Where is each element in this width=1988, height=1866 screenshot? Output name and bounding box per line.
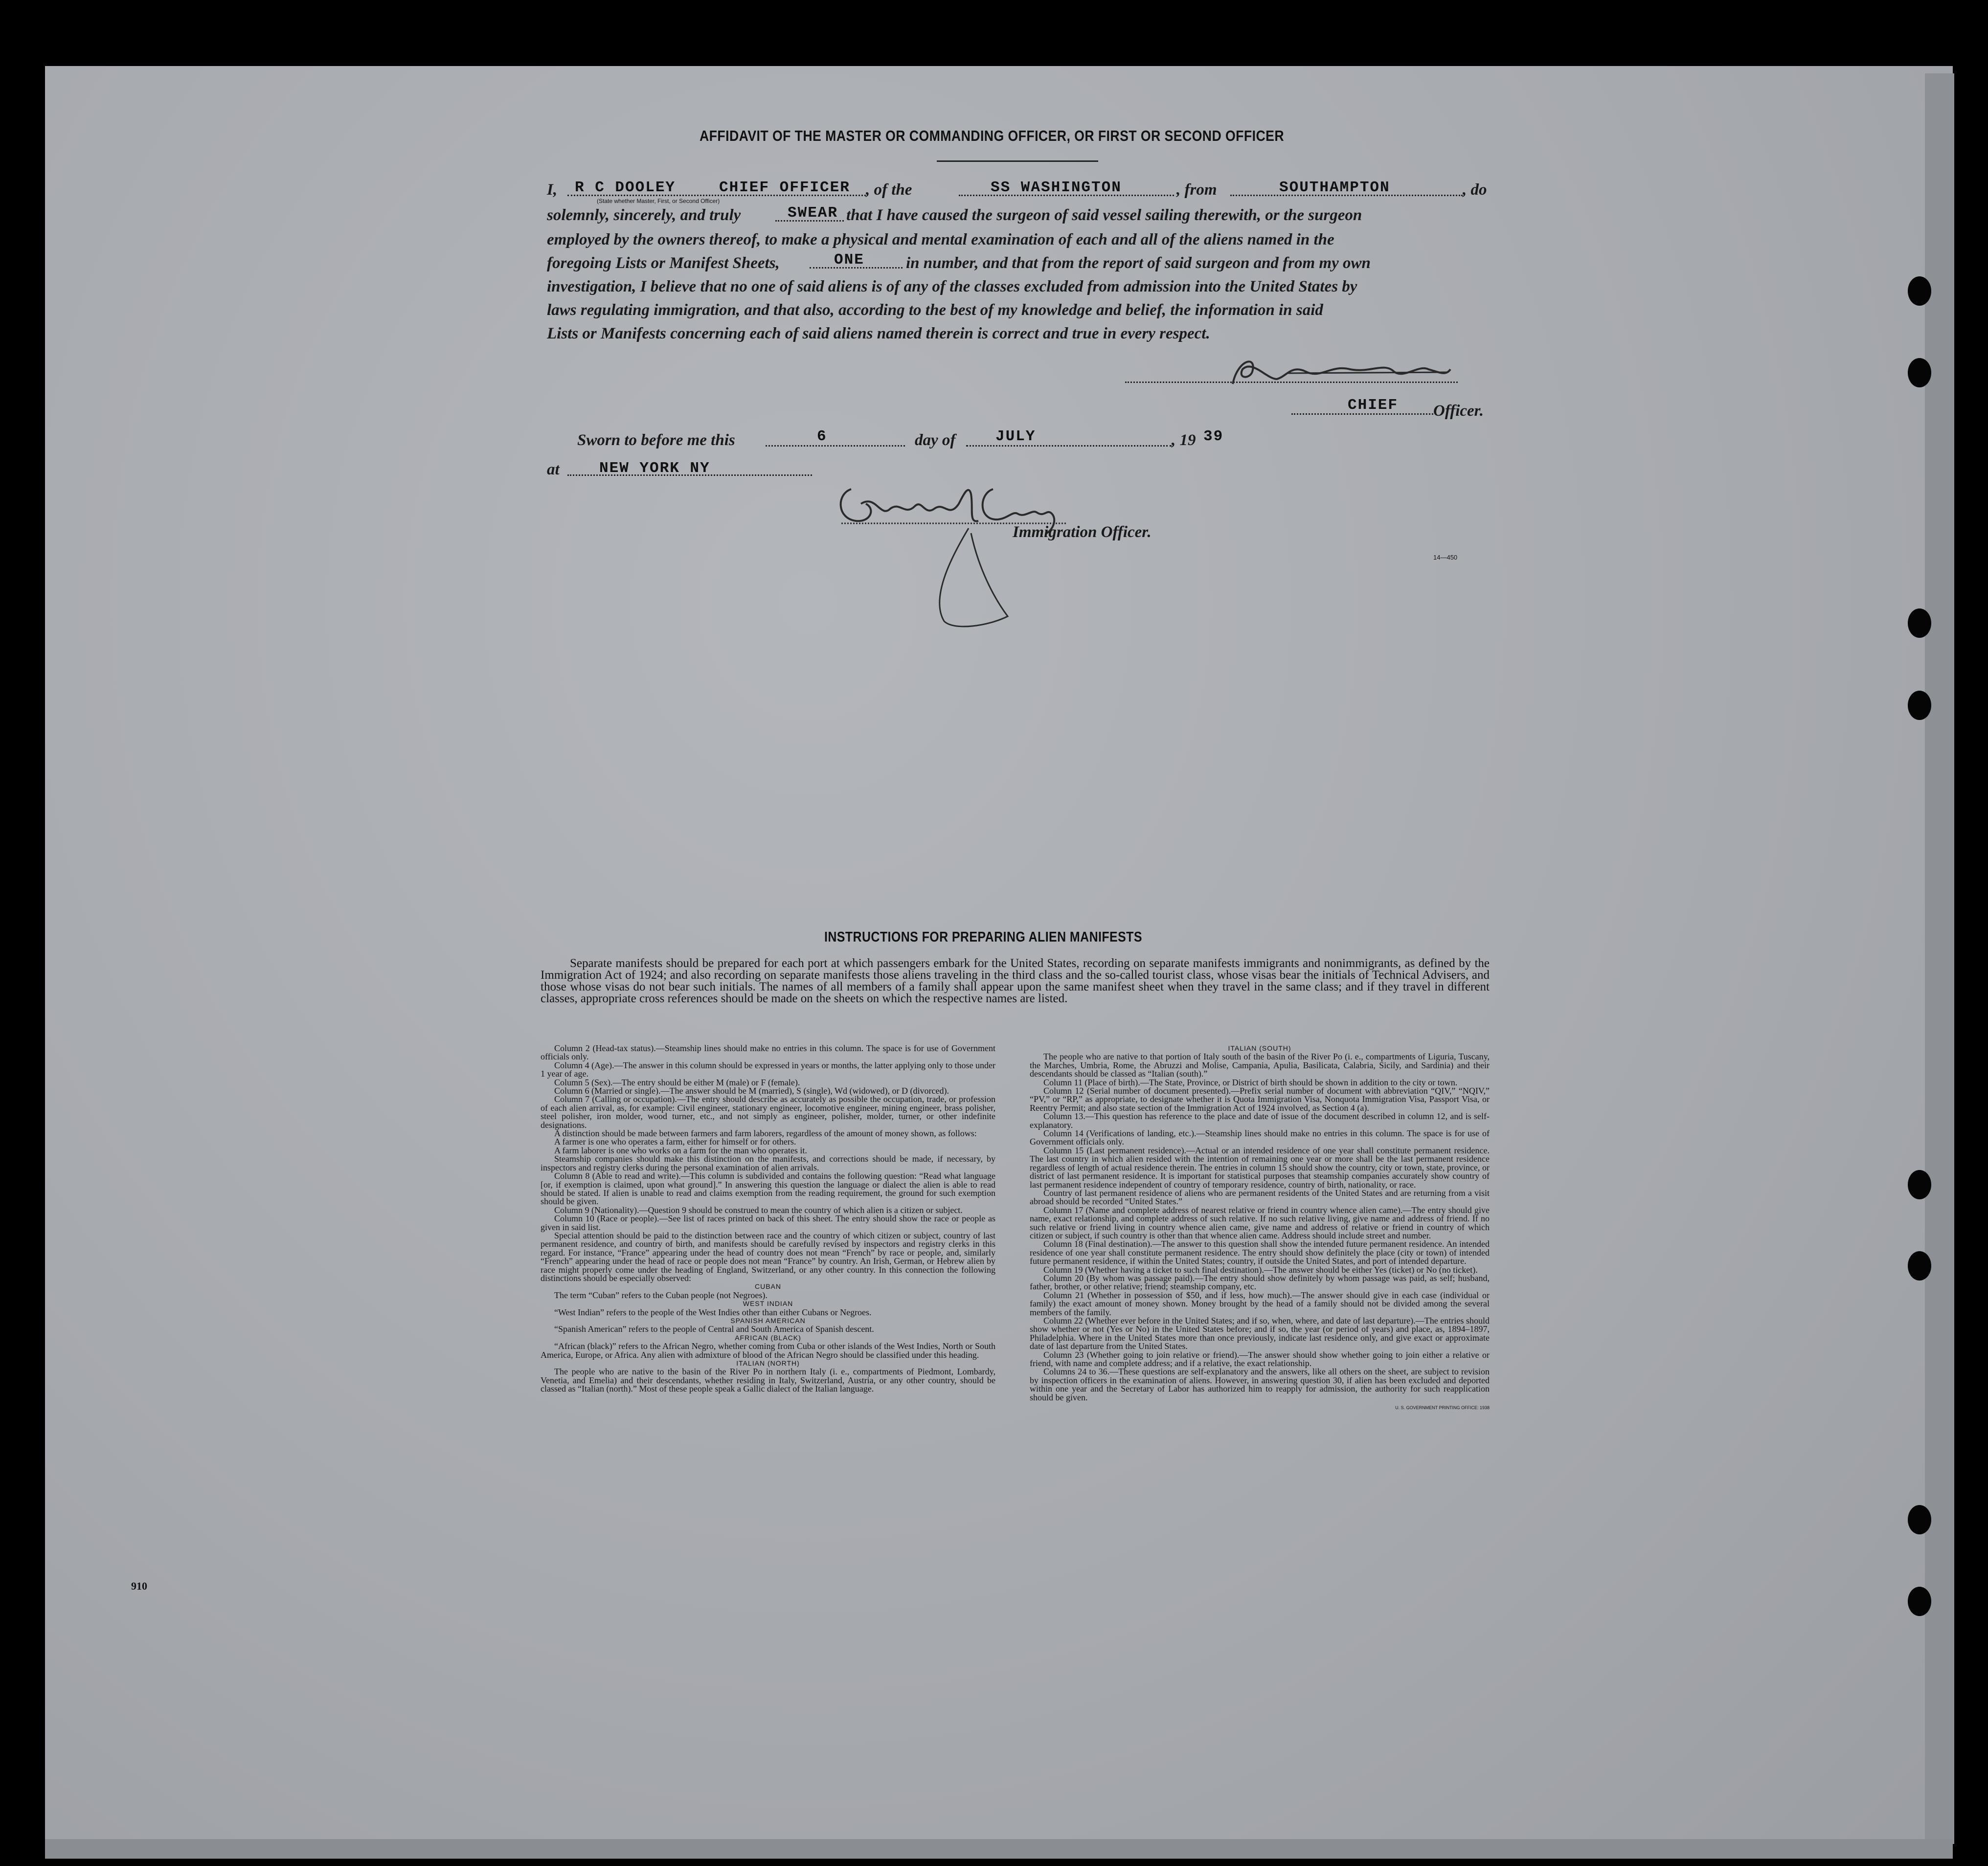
instructions-right-column [1030,1044,1490,1412]
port-line [1230,195,1463,196]
affidavit-line6: laws regulating immigration, and that also, according to the best of my knowledge and belief, the information in said [547,301,1323,319]
left-paragraph: Column 6 (Married or single).—The answer should be M (married), S (single), Wd (widowed), or D (divorced). [554,1086,949,1096]
left-paragraph: Column 8 (Able to read and write).—This column is subdivided and contains the following question: “Read what language [or, if exemption is claimed, upon what ground].” In answering this question the language or dialect the alien is able to read should be stated. If alien is unable to read and claims exemption from the reading requirement, the ground for such exemption should be given. [541,1171,995,1207]
officer-name-field: R C DOOLEY [575,179,676,196]
page-edge-right [1925,73,1954,1844]
italian-south-heading: ITALIAN (SOUTH) [1228,1044,1291,1052]
form-number: 14—450 [1433,554,1458,561]
right-paragraph: Column 17 (Name and complete address of nearest relative or friend in country whence alien came).—The entry should give name, exact relationship, and complete address of such relative. If no such relative living, give name and address of friend. If no such relative or friend living in country whence alien came, give name and address of relative or friend in country of which citizen or subject, if such country is other than that whence alien came. Address should include street and number. [1030,1205,1490,1240]
printer-imprint: U. S. GOVERNMENT PRINTING OFFICE: 1938 [1395,1405,1490,1411]
left-paragraph: Column 4 (Age).—The answer in this column should be expressed in years or months, the latter applying only to those under 1 year of age. [541,1060,995,1079]
punch-hole-8 [1908,1587,1931,1616]
left-paragraph: Column 5 (Sex).—The entry should be either M (male) or F (female). [554,1077,800,1087]
left-paragraph: Steamship companies should make this distinction on the manifests, and corrections should be made, if necessary, by inspectors and registry clerks during the personal examination of alien arrivals. [541,1154,995,1172]
from-label: , from [1176,181,1217,199]
sworn-label: Sworn to before me this [577,431,735,449]
right-paragraph: Column 15 (Last permanent residence).—Actual or an intended residence of one year shall constitute permanent residence. The last country in which alien resided with the intention of remaining one year or more shall be the last permanent residence regardless of length of actual residence therein. The entries in column 15 should show the country, city or town, state, province, or district of last permanent residence. It is important for statistical purposes that steamship companies accurately show country of last permanent residence independent of country of temporary residence, country of birth, nationality, or race. [1030,1145,1490,1190]
affidavit-line3: employed by the owners thereof, to make a physical and mental examination of each and all of the aliens named in the [547,231,1334,248]
affidavit-line2b: that I have caused the surgeon of said vessel sailing therewith, or the surgeon [846,206,1362,224]
right-paragraph: Column 20 (By whom was passage paid).—The entry should show definitely by whom passage was paid, as self; husband, father, brother, or other relative; friend; steamship company, etc. [1030,1273,1490,1292]
italian-north-heading: ITALIAN (NORTH) [736,1359,800,1368]
punch-hole-7 [1908,1505,1931,1534]
right-paragraph: Column 22 (Whether ever before in the United States; and if so, when, where, and date of last departure).—The entries should show whether or not (Yes or No) in the United States before; and if so, the year (or period of years) and place, as, 1894–1897, Philadelphia. Where in the United States more than once previously, indicate last residence only, and give exact or approximate date of last departure from the United States. [1030,1316,1490,1351]
sworn-month-field: JULY [995,428,1036,445]
cuban-heading: CUBAN [754,1282,781,1291]
punch-hole-1 [1908,276,1931,306]
west-indian-heading: WEST INDIAN [743,1300,793,1308]
instructions-intro: Separate manifests should be prepared for each port at which passengers embark for the United States, recording on separate manifests immigrants and nonimmigrants, as defined by the Immigration Act of 1924; and also recording on separate manifests those aliens traveling in the third class and the so-called tourist class, whose visas bear the initials of Technical Advisers, and those whose visas do not bear such initials. The names of all members of a family shall appear upon the same manifest sheet when they travel in the same class; and if they travel in different classes, appropriate cross references should be made on the sheets on which the respective names are listed. [541,957,1490,1005]
left-paragraph: Column 7 (Calling or occupation).—The entry should describe as accurately as possible the occupation, trade, or profession of each alien arrival, as, for example: Civil engineer, stationary engineer, locomotive engineer, mining engineer, brass polisher, steel polisher, iron molder, wood turner, etc., and not simply as engineer, polisher, molder, turner, or other indefinite designations. [541,1094,995,1130]
left-paragraph: Column 9 (Nationality).—Question 9 should be construed to mean the country of which alien is a citizen or subject. [554,1205,963,1215]
african-text: “African (black)” refers to the African Negro, whether coming from Cuba or other islands of the West Indies, North or South America, Europe, or Africa. Any alien with admixture of blood of the African Negro should be classified under this heading. [541,1341,995,1360]
at-label: at [547,461,560,478]
spanish-american-heading: SPANISH AMERICAN [730,1317,806,1325]
sworn-year-field: 39 [1203,428,1224,445]
title-underline [937,160,1098,162]
left-paragraph: A farm laborer is one who works on a farm for the man who operates it. [554,1145,807,1155]
sworn-place-field: NEW YORK NY [599,460,710,477]
affidavit-line4a: foregoing Lists or Manifest Sheets, [547,254,780,272]
margin-mark: 910 [131,1580,147,1592]
count-line [810,267,903,269]
immigration-officer-signature [832,474,1066,636]
cuban-text: The term “Cuban” refers to the Cuban people (not Negroes). [554,1290,768,1300]
right-paragraph: Column 11 (Place of birth).—The State, Province, or District of birth should be shown in addition to the city or town. [1043,1077,1458,1087]
place-line [567,474,812,476]
departure-port-field: SOUTHAMPTON [1279,179,1390,196]
affidavit-line5: investigation, I believe that no one of said aliens is of any of the classes excluded from admission into the United States by [547,278,1357,295]
oath-line [775,220,844,222]
right-paragraph: Column 14 (Verifications of landing, etc.).—Steamship lines should make no entries in this column. The space is for use of Government officials only. [1030,1128,1490,1147]
immigration-officer-label: Immigration Officer. [1013,523,1152,541]
sworn-day-field: 6 [817,428,827,445]
italian-south-text: The people who are native to that portion of Italy south of the basin of the River Po (i. e., compartments of Liguria, Tuscany, the Marches, Umbria, Rome, the Abruzzi and Molise, Campania, Apulia, Basilicata, Calabria, Sicily, and Sardinia) and their descendants should be classed as “Italian (south).” [1030,1052,1490,1079]
name-rank-line [567,195,866,196]
officer-label: Officer. [1433,402,1484,420]
spanish-american-text: “Spanish American” refers to the people of Central and South America of Spanish descent. [554,1324,874,1334]
sheet-count-field: ONE [834,251,864,269]
do-label: , do [1463,181,1487,199]
year-prefix: , 19 [1172,431,1196,449]
punch-hole-5 [1908,1170,1931,1199]
right-paragraph: Column 19 (Whether having a ticket to such final destination).—The answer should be either Yes (ticket) or No (no ticket). [1043,1264,1478,1275]
instructions-left-column [541,1044,995,1394]
right-paragraph: Column 13.—This question has reference to the place and date of issue of the document described in column 12, and is self-explanatory. [1030,1111,1490,1130]
affidavit-line4b: in number, and that from the report of said surgeon and from my own [906,254,1371,272]
west-indian-text: “West Indian” refers to the people of the West Indies other than either Cubans or Negroes. [554,1307,872,1317]
right-paragraph: Country of last permanent residence of aliens who are permanent residents of the United States and are returning from a visit abroad should be recorded “United States.” [1030,1188,1490,1207]
officer-signature [1223,350,1453,394]
left-paragraph: A distinction should be made between farmers and farm laborers, regardless of the amount of money shown, as follows: [554,1128,977,1139]
signer-rank-field: CHIEF [1348,397,1399,414]
rank-note: (State whether Master, First, or Second Officer) [597,198,720,204]
italian-north-text: The people who are native to the basin of the River Po in northern Italy (i. e., compartments of Piedmont, Lombardy, Venetia, and Emelia) and their descendants, whether residing in Italy, Switzerland, Austria, or any other country, should be classed as “Italian (north).” Most of these people speak a Gallic dialect of the Italian language. [541,1367,995,1394]
affidavit-title: AFFIDAVIT OF THE MASTER OR COMMANDING OFFICER, OR FIRST OR SECOND OFFICER [700,127,1285,144]
left-paragraph: A farmer is one who operates a farm, either for himself or for others. [554,1137,796,1147]
affidavit-line7: Lists or Manifests concerning each of said aliens named therein is correct and true in every respect. [547,325,1210,342]
right-paragraph: Column 21 (Whether in possession of $50, and if less, how much).—The answer should give in each case (individual or family) the exact amount of money shown. Money brought by the head of a family should not be divided among the several members of the family. [1030,1290,1490,1317]
affidavit-i: I, [547,181,558,199]
left-paragraph: Column 10 (Race or people).—See list of races printed on back of this sheet. The entry should show the race or people as given in said list. [541,1214,995,1232]
african-heading: AFRICAN (BLACK) [735,1333,801,1342]
right-paragraph: Column 12 (Serial number of document presented).—Prefix serial number of document with abbreviation “QIV,” “NQIV,” “PV,” or “RP,” as appropriate, to designate whether it is Quota Immigration Visa, Nonquota Immigration Visa, Passport Visa, or Reentry Permit; and also state section of the Immigration Act of 1924 involved, as Section 4 (a). [1030,1086,1490,1113]
oath-field: SWEAR [788,204,838,222]
instructions-title: INSTRUCTIONS FOR PREPARING ALIEN MANIFESTS [824,929,1142,945]
punch-hole-2 [1908,358,1931,387]
day-of-label: day of [915,431,956,449]
vessel-line [959,195,1174,196]
of-the-label: , of the [866,181,912,199]
day-line [766,445,905,447]
right-paragraph: Column 23 (Whether going to join relative or friend).—The answer should show whether going to join either a relative or friend, with name and complete address; and if a relative, the exact relationship. [1030,1349,1490,1369]
punch-hole-6 [1908,1251,1931,1281]
right-paragraph: Column 18 (Final destination).—The answer to this question shall show the intended future permanent residence. An intended residence of one year shall constitute permanent residence. The entry should show definitely the place (city or town) of intended future permanent residence, if within the United States; country, if outside the United States, and port of intended departure. [1030,1239,1490,1266]
month-line [966,445,1172,447]
punch-hole-3 [1908,608,1931,638]
affidavit-line2a: solemnly, sincerely, and truly [547,206,741,224]
officer-rank-field: CHIEF OFFICER [719,179,850,196]
left-paragraph: Special attention should be paid to the distinction between race and the country of which citizen or subject, country of last permanent residence, and country of birth, and manifests should be carefully revised by inspectors and registry clerks in this regard. For instance, “France” appearing under the head of country does not mean “French” by race or people, and, similarly “French” appearing under the head of race or people does not mean “France” by country. An Irish, German, or Hebrew alien by race might properly come under the heading of England, Switzerland, or any other country. In this connection the following distinctions should be especially observed: [541,1230,995,1283]
page-edge-bottom [45,1839,1953,1859]
punch-hole-4 [1908,691,1931,720]
left-paragraph: Column 2 (Head-tax status).—Steamship lines should make no entries in this column. The space is for use of Government officials only. [541,1043,995,1062]
right-paragraph: Columns 24 to 36.—These questions are self-explanatory and the answers, like all others on the sheet, are subject to revision by inspection officers in the examination of aliens. However, in answering question 30, if alien has been excluded and deported within one year and the Secretary of Labor has authorized him to reapply for admission, the authority for such reapplication should be given. [1030,1367,1490,1402]
vessel-name-field: SS WASHINGTON [991,179,1122,196]
